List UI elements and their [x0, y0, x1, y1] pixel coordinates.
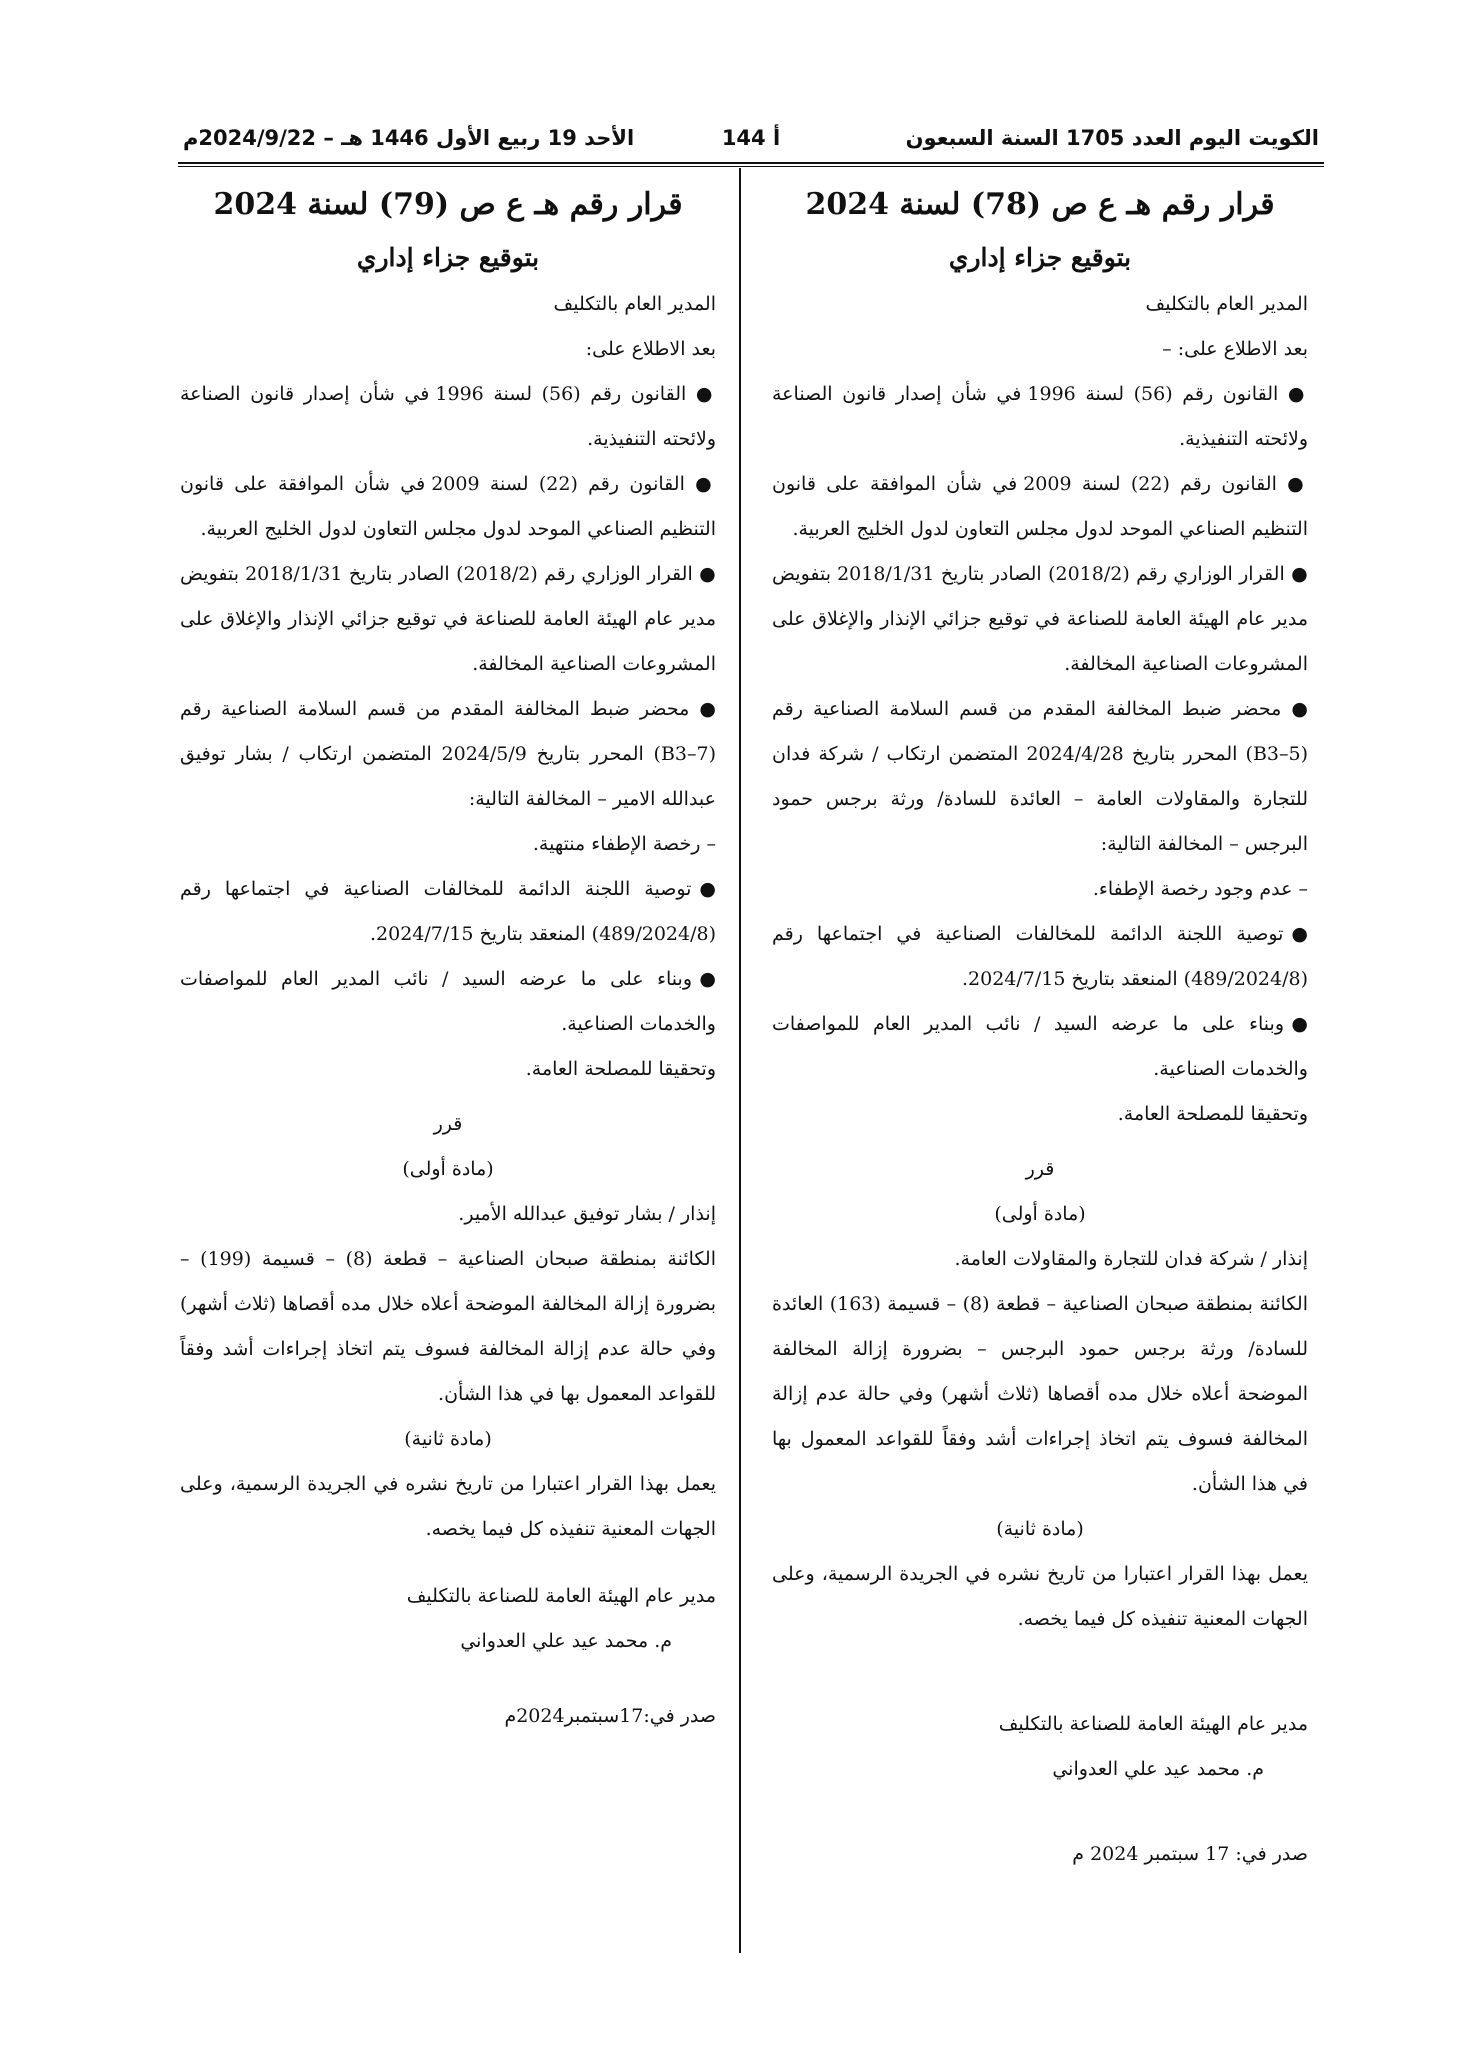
article-text: الكائنة بمنطقة صبحان الصناعية – قطعة (8) – قسيمة (163) العائدة للسادة/ ورثة برجس حمود البرجس – بضرورة إزالة المخالفة الموضحة أعلاه خلال مده أقصاها (ثلاث أشهر) وفي حالة عدم إزالة المخالفة فسوف يتم اتخاذ إجراءات أشد وفقاً للقواعد المعمول بها في هذا الشأن.: [772, 1293, 1308, 1495]
preamble-item: ● محضر ضبط المخالفة المقدم من قسم السلامة الصناعية رقم (B3–5) المحرر بتاريخ 2024/4/28 المتضمن ارتكاب / شركة فدان للتجارة والمقاولات العامة – العائدة للسادة/ ورثة برجس حمود البرجس – المخالفة التالية:: [772, 698, 1308, 855]
preamble-item: ● محضر ضبط المخالفة المقدم من قسم السلامة الصناعية رقم (B3–7) المحرر بتاريخ 2024/5/9 المتضمن ارتكاب / بشار توفيق عبدالله الامير – المخالفة التالية:: [180, 698, 717, 810]
signatory-name: م. محمد عيد علي العدواني: [1052, 1758, 1264, 1780]
article-heading: (مادة ثانية): [404, 1428, 492, 1450]
public-interest-line: وتحقيقا للمصلحة العامة.: [525, 1058, 716, 1080]
preamble-item: ● القانون رقم (22) لسنة 2009 في شأن الموافقة على قانون التنظيم الصناعي الموحد لدول مجلس التعاون لدول الخليج العربية.: [180, 473, 716, 540]
article-text: يعمل بهذا القرار اعتبارا من تاريخ نشره في الجريدة الرسمية، وعلى الجهات المعنية تنفيذه كل فيما يخصه.: [772, 1563, 1308, 1630]
violation-line: – عدم وجود رخصة الإطفاء.: [1092, 878, 1308, 900]
preamble-intro: بعد الاطلاع على:: [585, 338, 716, 360]
article-heading: (مادة أولى): [994, 1203, 1086, 1225]
header-rule-thick: [178, 162, 1324, 164]
issue-date: صدر في:17سبتمبر2024م: [504, 1705, 716, 1727]
violation-line: – رخصة الإطفاء منتهية.: [532, 833, 716, 855]
signatory-name: م. محمد عيد علي العدواني: [460, 1630, 672, 1652]
preamble-item: ●وبناء على ما عرضه السيد / نائب المدير العام للمواصفات والخدمات الصناعية.: [772, 1013, 1308, 1080]
issuer-line: المدير العام بالتكليف: [1145, 293, 1308, 315]
article-text: إنذار / شركة فدان للتجارة والمقاولات العامة.: [954, 1248, 1308, 1270]
article-heading: (مادة أولى): [402, 1158, 494, 1180]
article-heading: (مادة ثانية): [996, 1518, 1084, 1540]
decree-subtitle: بتوقيع جزاء إداري: [948, 243, 1132, 272]
header-issue-info: الكويت اليوم العدد 1705 السنة السبعون: [905, 126, 1319, 150]
preamble-item: ●توصية اللجنة الدائمة للمخالفات الصناعية في اجتماعها رقم (489/2024/8) المنعقد بتاريخ 2024/7/15.: [772, 923, 1308, 990]
preamble-item: ● القانون رقم (22) لسنة 2009 في شأن الموافقة على قانون التنظيم الصناعي الموحد لدول مجلس التعاون لدول الخليج العربية.: [772, 473, 1308, 540]
preamble-item: ● القانون رقم (56) لسنة 1996 في شأن إصدار قانون الصناعة ولائحته التنفيذية.: [772, 383, 1309, 450]
decree-78-column: [772, 176, 1308, 1877]
decree-title: قرار رقم هـ ع ص (78) لسنة 2024: [805, 187, 1275, 222]
preamble-item: ● القانون رقم (56) لسنة 1996 في شأن إصدار قانون الصناعة ولائحته التنفيذية.: [180, 383, 717, 450]
header-page-number: أ 144: [721, 126, 781, 150]
header-date: الأحد 19 ربيع الأول 1446 هـ – 2024/9/22م: [183, 126, 635, 150]
issue-date: صدر في: 17 سبتمبر 2024 م: [1072, 1843, 1308, 1865]
decree-word: قرر: [433, 1113, 463, 1135]
preamble-item: ●توصية اللجنة الدائمة للمخالفات الصناعية في اجتماعها رقم (489/2024/8) المنعقد بتاريخ 2024/7/15.: [180, 878, 716, 945]
decree-79-column: [180, 176, 716, 1739]
article-text: يعمل بهذا القرار اعتبارا من تاريخ نشره في الجريدة الرسمية، وعلى الجهات المعنية تنفيذه كل فيما يخصه.: [180, 1473, 716, 1540]
preamble-item: ●وبناء على ما عرضه السيد / نائب المدير العام للمواصفات والخدمات الصناعية.: [180, 968, 716, 1035]
decree-title: قرار رقم هـ ع ص (79) لسنة 2024: [213, 187, 683, 222]
page-header: [183, 120, 1319, 158]
article-text: الكائنة بمنطقة صبحان الصناعية – قطعة (8) – قسيمة (199) – بضرورة إزالة المخالفة الموضحة أعلاه خلال مده أقصاها (ثلاث أشهر) وفي حالة عدم إزالة المخالفة فسوف يتم اتخاذ إجراءات أشد وفقاً للقواعد المعمول بها في هذا الشأن.: [180, 1248, 716, 1405]
signatory-title: مدير عام الهيئة العامة للصناعة بالتكليف: [998, 1713, 1308, 1735]
article-text: إنذار / بشار توفيق عبدالله الأمير.: [458, 1203, 716, 1225]
preamble-intro: بعد الاطلاع على: –: [1162, 338, 1308, 360]
signatory-title: مدير عام الهيئة العامة للصناعة بالتكليف: [406, 1585, 716, 1607]
issuer-line: المدير العام بالتكليف: [553, 293, 716, 315]
decree-word: قرر: [1025, 1158, 1055, 1180]
public-interest-line: وتحقيقا للمصلحة العامة.: [1117, 1103, 1308, 1125]
decree-subtitle: بتوقيع جزاء إداري: [356, 243, 540, 272]
column-divider: [739, 168, 741, 1953]
header-rule-thin: [178, 166, 1324, 167]
preamble-item: ● القرار الوزاري رقم (2018/2) الصادر بتاريخ 2018/1/31 بتفويض مدير عام الهيئة العامة للصناعة في توقيع جزائي الإنذار والإغلاق على المشروعات الصناعية المخالفة.: [180, 563, 716, 675]
preamble-item: ● القرار الوزاري رقم (2018/2) الصادر بتاريخ 2018/1/31 بتفويض مدير عام الهيئة العامة للصناعة في توقيع جزائي الإنذار والإغلاق على المشروعات الصناعية المخالفة.: [772, 563, 1308, 675]
